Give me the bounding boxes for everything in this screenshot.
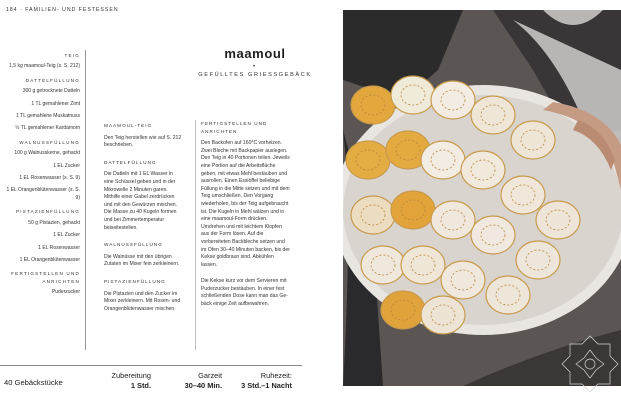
column-divider bbox=[195, 120, 196, 350]
method-section-title: FERTIGSTELLEN UND ANRICHTEN bbox=[201, 121, 268, 134]
ingredient-item: 1 EL Zucker bbox=[53, 162, 80, 169]
rest-time-label: Ruhezeit: bbox=[260, 371, 292, 380]
ingredient-item: 100 g Walnusskerne, gehackt bbox=[14, 150, 80, 157]
method-paragraph: Die Pistazien und den Zucker im Mixer zerkleinern. Mit Rosen- und Orangenblütenwasser mischen. bbox=[104, 290, 181, 312]
ingredient-item: 1 EL Zucker bbox=[53, 232, 80, 239]
yield: 40 Gebäckstücke bbox=[4, 378, 63, 387]
ingredient-item: Puderzucker bbox=[51, 289, 80, 296]
ingredient-item: 1 EL Orangenblütenwasser (s. S. 9) bbox=[6, 187, 80, 201]
recipe-title: maamoul bbox=[224, 46, 286, 61]
rest-time-value: 3 Std.–1 Nacht bbox=[241, 380, 292, 390]
method-paragraph: Die Kekse kurz vor dem Servieren mit Puderzucker bestäuben. In einer fest schließenden Dose kann man das Gebäck einige Zeit aufbewahren. bbox=[201, 278, 288, 308]
ingredient-section-title: FERTIGSTELLEN UND ANRICHTEN bbox=[11, 271, 80, 284]
method-column-left bbox=[104, 122, 184, 322]
footer-rule bbox=[0, 365, 302, 366]
ingredient-item: 50 g Pistazien, gehackt bbox=[28, 219, 80, 226]
ingredient-section-title: PISTAZIENFÜLLUNG bbox=[15, 209, 80, 215]
ingredient-item: 300 g getrocknete Datteln bbox=[22, 88, 80, 95]
method-paragraph: Die Datteln mit 1 EL Wasser in eine Schüssel geben und in der Mikrowelle 2 Minuten garen. Mithilfe einer Gabel zerdrücken und mit den Gewürzen mischen. Die Masse zu 40 Kugeln formen und bei Zimmertemperatur beiseitestellen. bbox=[104, 171, 178, 231]
method-paragraph: Den Backofen auf 160°C vorheizen. Zwei Bleche mit Backpapier auslegen. Den Teig in 40 Portionen teilen. Jeweils eine Portion auf die Arbeitsfläche geben, mit etwas Mehl bestäuben und ausrollen. Einen Esslöffel beliebige Füllung in die Mitte setzen und mit dem Teig umschließen. Den Vorgang wiederholen, bis der Teig aufgebraucht ist. Die Kugeln in Mehl wälzen und in eine maamoul-Form drücken. Umdrehen und mit leichtem Klopfen aus der Form lösen. Auf die vorbereiteten Backbleche setzen und im Ofen 30–40 Minuten backen, bis der Kekse goldbraun sind. Abkühlen lassen. bbox=[201, 140, 290, 268]
ingredient-item: 1 EL Rosenwasser (s. S. 9) bbox=[19, 175, 80, 182]
ingredient-section-title: WALNUSSFÜLLUNG bbox=[19, 139, 80, 145]
title-ornament: • bbox=[253, 64, 256, 70]
ingredient-item: 1,5 kg maamoul-Teig (s. S. 212) bbox=[9, 63, 80, 70]
cook-time-label: Garzeit bbox=[198, 371, 222, 380]
ingredient-item: ½ TL gemahlener Kardamom bbox=[15, 125, 80, 132]
page-header: 184 · FAMILIEN- UND FESTESSEN bbox=[6, 7, 119, 13]
method-section-title: PISTAZIENFÜLLUNG bbox=[104, 278, 166, 284]
ingredient-item: 1 EL Rosenwasser bbox=[38, 244, 80, 251]
ingredient-section-title: DATTELFÜLLUNG bbox=[25, 77, 80, 83]
cook-time-value: 30–40 Min. bbox=[184, 380, 222, 390]
ingredient-divider bbox=[85, 50, 86, 350]
ingredient-list bbox=[4, 52, 80, 302]
prep-time-label: Zubereitung bbox=[111, 371, 151, 380]
method-section-title: DATTELFÜLLUNG bbox=[104, 159, 157, 165]
method-section-title: MAAMOUL-TEIG bbox=[104, 123, 153, 128]
cook-time bbox=[170, 371, 222, 390]
decorative-tile-pattern bbox=[560, 330, 621, 400]
rest-time bbox=[225, 371, 292, 390]
ingredient-item: 1 EL Orangenblütenwasser bbox=[19, 256, 80, 263]
method-paragraph: Die Walnüsse mit den übrigen Zutaten im Mixer fein zerkleinern. bbox=[104, 253, 180, 268]
prep-time-value: 1 Std. bbox=[130, 380, 151, 390]
ingredient-item: 1 TL gemahlener Zimt bbox=[31, 100, 80, 107]
prep-time bbox=[104, 371, 151, 390]
method-column-right bbox=[201, 120, 291, 318]
method-section-title: WALNUSSFÜLLUNG bbox=[104, 242, 163, 248]
method-paragraph: Den Teig herstellen wie auf S. 212 beschrieben. bbox=[104, 134, 182, 149]
ingredient-item: 1 TL gemahlene Muskatnuss bbox=[16, 113, 80, 120]
recipe-subtitle: GEFÜLLTES GRIESSGEBÄCK bbox=[198, 72, 312, 78]
ingredient-section-title: TEIG bbox=[64, 53, 80, 58]
